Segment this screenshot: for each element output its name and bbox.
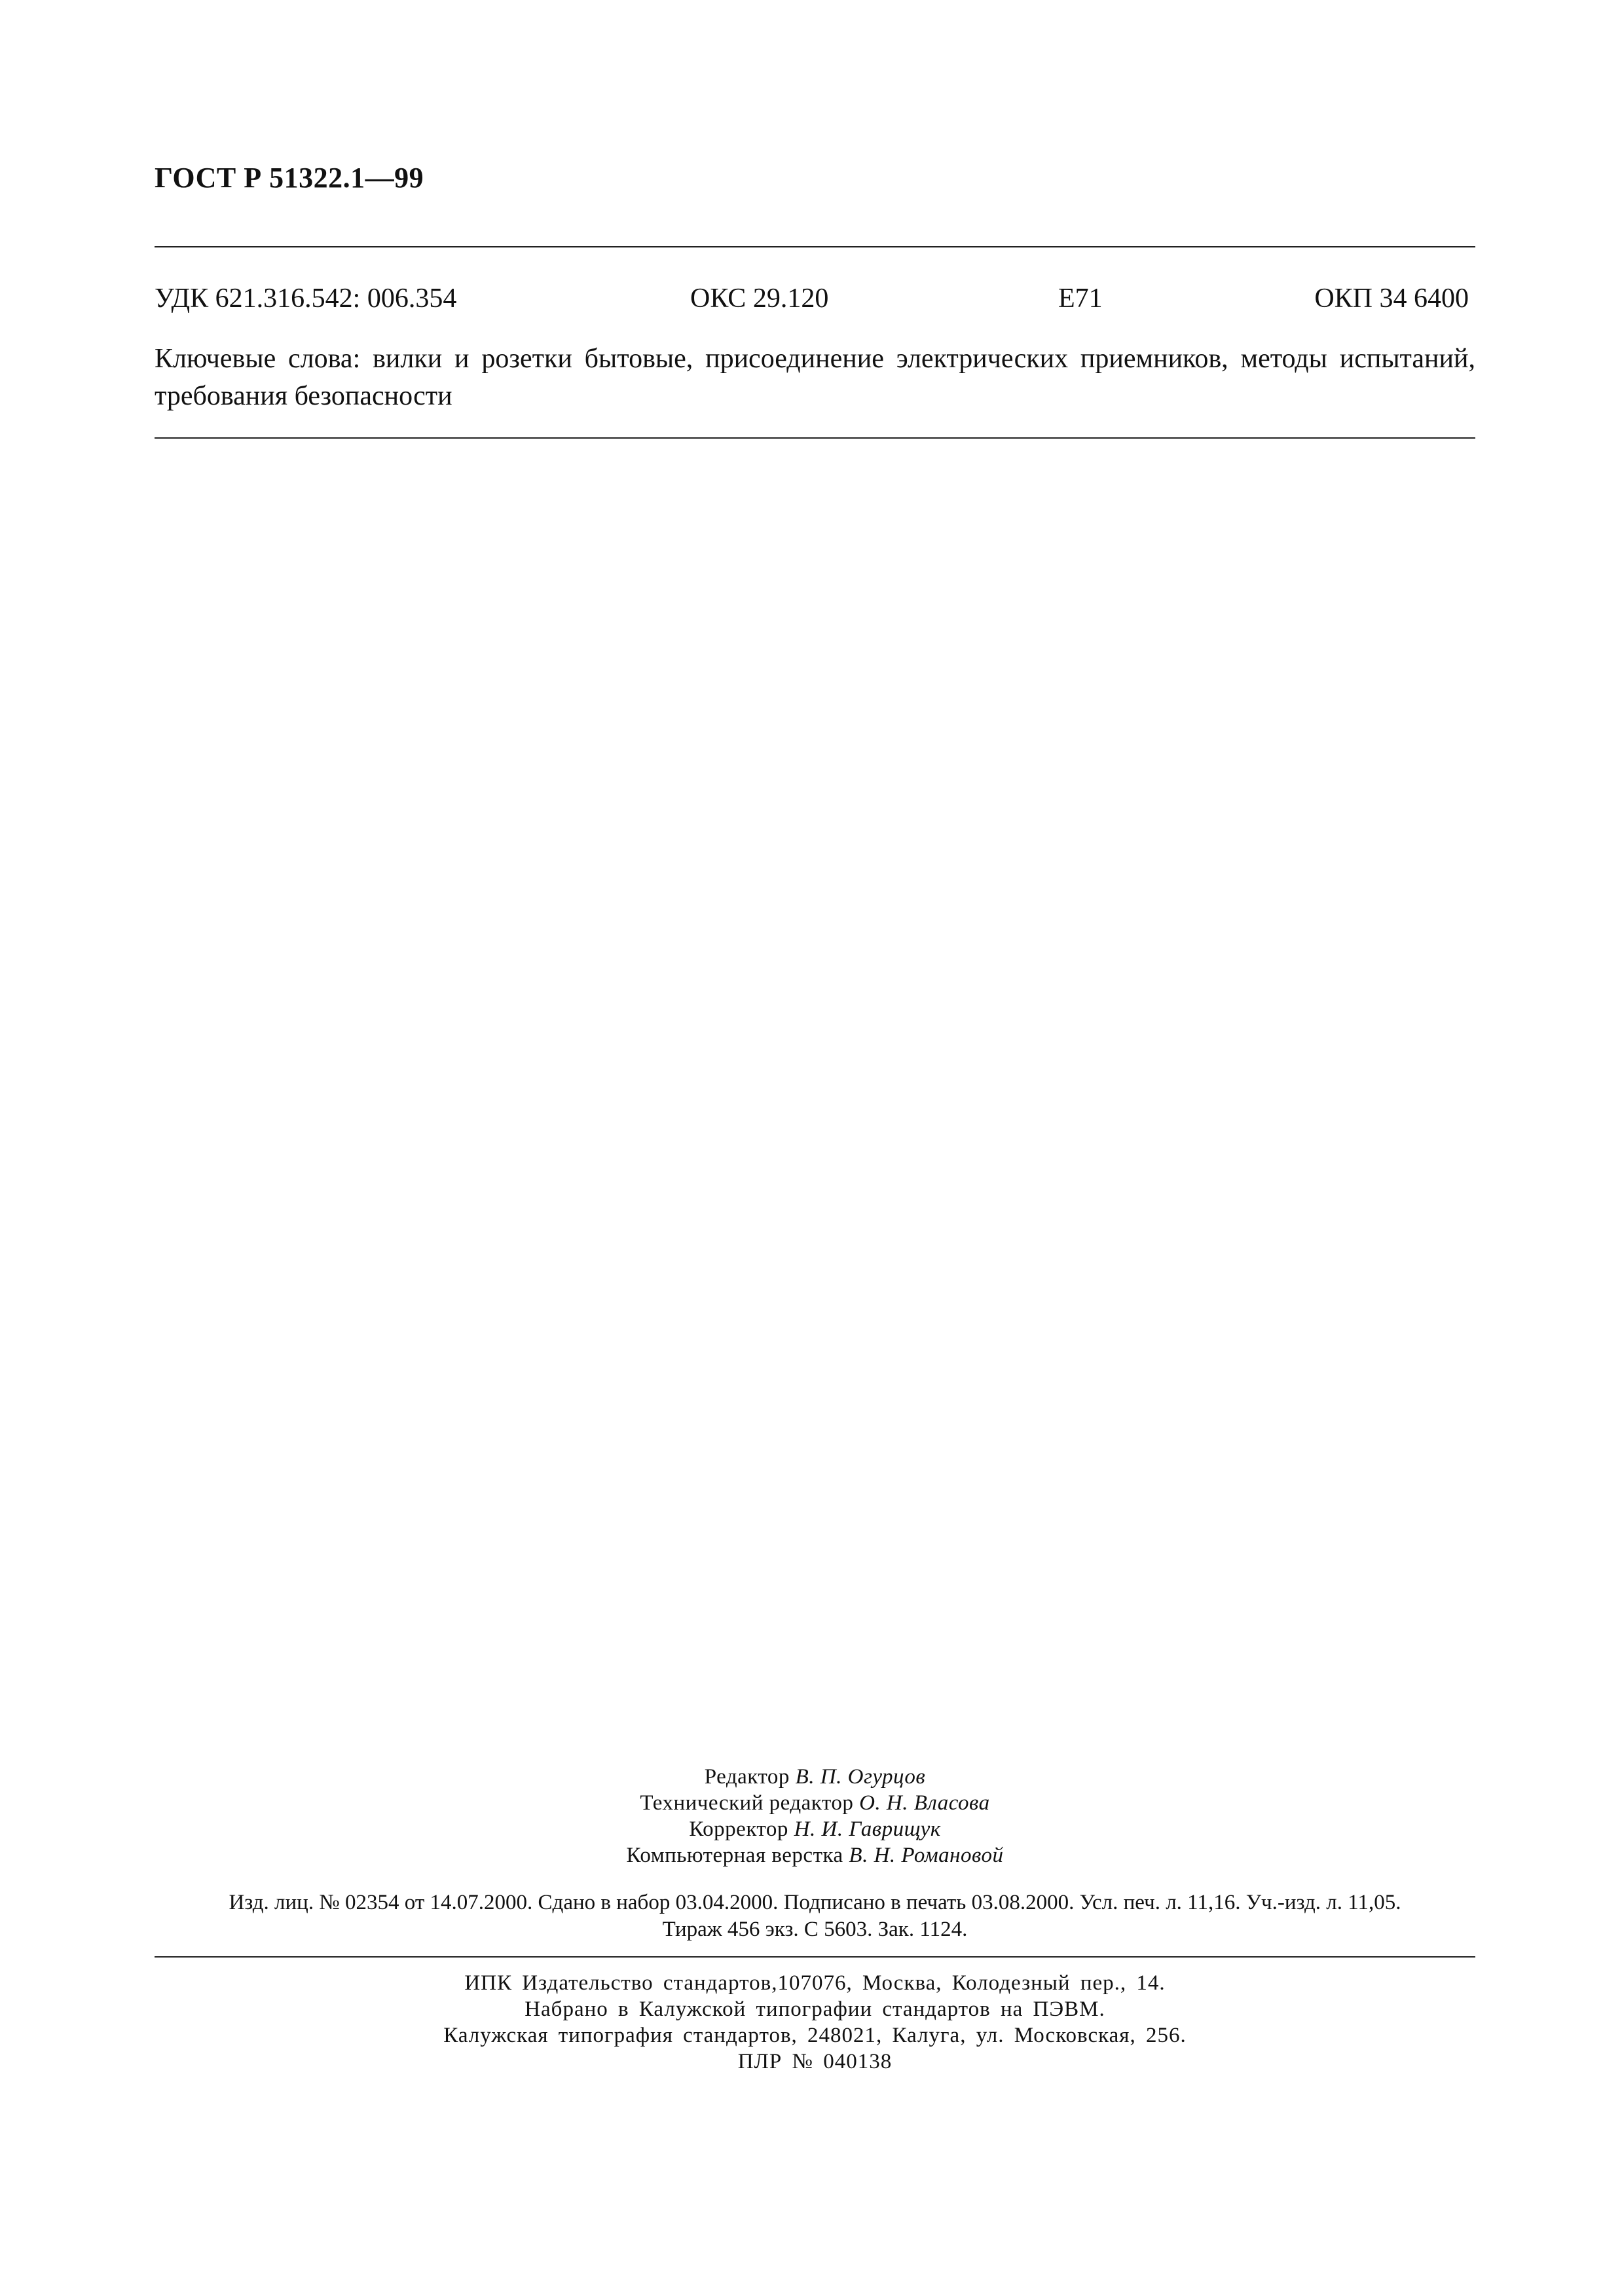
publisher-line: ПЛР № 040138 [737, 2050, 893, 2073]
keywords-divider [155, 437, 1475, 439]
credit-line-editor [155, 1764, 1475, 1790]
imprint-divider [155, 1956, 1475, 1958]
credit-line-tech-editor [155, 1790, 1475, 1816]
credit-person: О. Н. Власова [859, 1791, 990, 1815]
group-code: Е71 [1058, 283, 1103, 314]
credit-line-proofreader [155, 1816, 1475, 1842]
publisher-line: Набрано в Калужской типографии стандартов на ПЭВМ. [525, 1997, 1105, 2021]
credit-person: В. П. Огурцов [795, 1765, 926, 1789]
credit-role: Компьютерная верстка [626, 1844, 843, 1867]
keywords-paragraph: Ключевые слова: вилки и розетки бытовые, присоединение электрических приемников, методы испытаний, требования безопасности [155, 344, 1475, 411]
top-divider [155, 246, 1475, 247]
credit-person: В. Н. Романовой [849, 1844, 1004, 1867]
imprint-block [155, 1889, 1475, 1943]
credit-person: Н. И. Гаврищук [794, 1817, 941, 1841]
editorial-credits [155, 1764, 1475, 1868]
publisher-line: ИПК Издательство стандартов,107076, Москва, Колодезный пер., 14. [464, 1971, 1166, 1995]
imprint-line: Тираж 456 экз. С 5603. Зак. 1124. [662, 1918, 968, 1941]
okp-code: ОКП 34 6400 [1314, 283, 1469, 314]
credit-role: Корректор [689, 1817, 788, 1841]
classification-codes [155, 283, 1475, 319]
oks-code: ОКС 29.120 [690, 283, 829, 314]
publisher-block [155, 1970, 1475, 2075]
publisher-line: Калужская типография стандартов, 248021, Калуга, ул. Московская, 256. [443, 2024, 1187, 2047]
credit-role: Технический редактор [640, 1791, 854, 1815]
credit-line-layout [155, 1842, 1475, 1868]
document-code: ГОСТ Р 51322.1—99 [155, 162, 424, 194]
udk-code: УДК 621.316.542: 006.354 [155, 283, 457, 314]
imprint-line: Изд. лиц. № 02354 от 14.07.2000. Сдано в набор 03.04.2000. Подписано в печать 03.08.2000. Усл. печ. л. 11,16. Уч.-изд. л. 11,05. [229, 1891, 1401, 1914]
credit-role: Редактор [704, 1765, 790, 1789]
